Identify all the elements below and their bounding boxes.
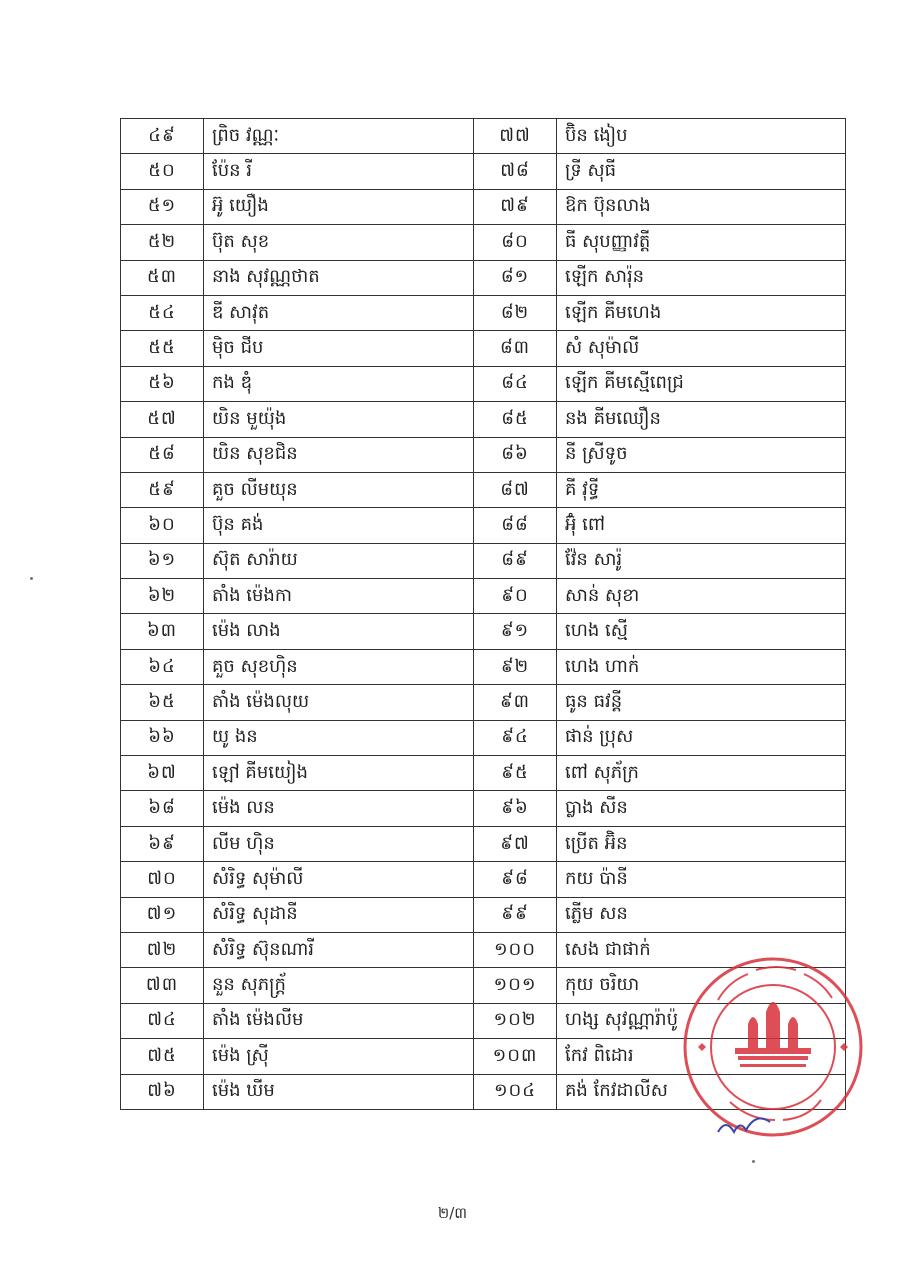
table-row xyxy=(121,189,846,224)
angkor-temple-seal-icon xyxy=(735,1002,811,1067)
row-number-left: ៦៧ xyxy=(121,756,204,791)
person-name-right: ឡើក គីមស្មើពេជ្រ xyxy=(557,366,846,401)
person-name-left: ប៉ែន រី xyxy=(204,154,474,189)
table-row xyxy=(121,508,846,543)
person-name-right: ធី សុបញ្ញាវត្តី xyxy=(557,225,846,260)
row-number-right: ៩៥ xyxy=(474,756,557,791)
person-name-right: ភ្លើម សន xyxy=(557,897,846,932)
scan-mark xyxy=(752,1160,755,1163)
row-number-right: ៨១ xyxy=(474,260,557,295)
row-number-right: ៩២ xyxy=(474,649,557,684)
row-number-left: ៧៦ xyxy=(121,1074,204,1109)
table-row xyxy=(121,614,846,649)
scan-mark xyxy=(30,577,33,580)
row-number-right: ៩៧ xyxy=(474,826,557,861)
person-name-right: ផាន់ ប្រុស xyxy=(557,720,846,755)
row-number-right: ៧៩ xyxy=(474,189,557,224)
table-row xyxy=(121,119,846,154)
row-number-left: ៦៩ xyxy=(121,826,204,861)
person-name-right: គី វុទ្ធី xyxy=(557,472,846,507)
table-row xyxy=(121,402,846,437)
table-row xyxy=(121,260,846,295)
table-row xyxy=(121,756,846,791)
row-number-left: ៥៤ xyxy=(121,295,204,330)
person-name-left: ម៉េង លន xyxy=(204,791,474,826)
row-number-right: ៧៧ xyxy=(474,119,557,154)
row-number-left: ៧៤ xyxy=(121,1003,204,1038)
row-number-right: ៨៧ xyxy=(474,472,557,507)
person-name-left: ស៊ុត សារ៉ាយ xyxy=(204,543,474,578)
person-name-left: ឡៅ គីមយៀង xyxy=(204,756,474,791)
row-number-right: ៨២ xyxy=(474,295,557,330)
row-number-left: ៦៤ xyxy=(121,649,204,684)
person-name-right: ឱក ប៊ុនលាង xyxy=(557,189,846,224)
person-name-left: ម៉េង លាង xyxy=(204,614,474,649)
row-number-right: ៩៦ xyxy=(474,791,557,826)
row-number-left: ៥៣ xyxy=(121,260,204,295)
row-number-left: ៦៣ xyxy=(121,614,204,649)
row-number-right: ៩០ xyxy=(474,579,557,614)
person-name-left: ប៊ុត សុខ xyxy=(204,225,474,260)
row-number-right: ៩៣ xyxy=(474,685,557,720)
row-number-left: ៦៥ xyxy=(121,685,204,720)
table-row xyxy=(121,295,846,330)
row-number-left: ៥០ xyxy=(121,154,204,189)
row-number-left: ៦០ xyxy=(121,508,204,543)
row-number-left: ៥៦ xyxy=(121,366,204,401)
person-name-right: គង់ កែវដាលីស xyxy=(557,1074,846,1109)
table-row xyxy=(121,826,846,861)
person-name-left: ម៉េង ឃីម xyxy=(204,1074,474,1109)
row-number-left: ៦២ xyxy=(121,579,204,614)
person-name-left: ប៊ុន គង់ xyxy=(204,508,474,543)
person-name-left: យិន មួយ៉ុង xyxy=(204,402,474,437)
person-name-left: នួន សុភក្រ្ត័ xyxy=(204,968,474,1003)
person-name-left: យូ ងន xyxy=(204,720,474,755)
row-number-left: ៧៥ xyxy=(121,1039,204,1074)
person-name-left: ម៉ិច ជីប xyxy=(204,331,474,366)
row-number-right: ៨៣ xyxy=(474,331,557,366)
table-row xyxy=(121,225,846,260)
table-row xyxy=(121,649,846,684)
row-number-right: ៨៦ xyxy=(474,437,557,472)
table-row xyxy=(121,862,846,897)
row-number-right: ១០១ xyxy=(474,968,557,1003)
person-name-left: គួច លីមយុន xyxy=(204,472,474,507)
row-number-right: ៨៨ xyxy=(474,508,557,543)
row-number-left: ៥៨ xyxy=(121,437,204,472)
row-number-left: ៦១ xyxy=(121,543,204,578)
person-name-right: អ៊ុំ ពៅ xyxy=(557,508,846,543)
table-row xyxy=(121,331,846,366)
person-name-right: ឡើក គីមហេង xyxy=(557,295,846,330)
person-name-right: ហង្ស សុវណ្ណារ៉ាប៉ូ xyxy=(557,1003,846,1038)
person-name-right: សំ សុម៉ាលី xyxy=(557,331,846,366)
official-seal-stamp xyxy=(678,952,868,1142)
person-name-right: នី ស្រីទូច xyxy=(557,437,846,472)
row-number-right: ៩១ xyxy=(474,614,557,649)
person-name-right: ឡើក សារ៉ុន xyxy=(557,260,846,295)
person-name-left: លីម ហ៊ិន xyxy=(204,826,474,861)
row-number-right: ១០២ xyxy=(474,1003,557,1038)
row-number-right: ៨៥ xyxy=(474,402,557,437)
row-number-right: ៨៩ xyxy=(474,543,557,578)
row-number-left: ៦៦ xyxy=(121,720,204,755)
person-name-right: សេង ជាផាក់ xyxy=(557,932,846,967)
row-number-left: ៧០ xyxy=(121,862,204,897)
table-row xyxy=(121,720,846,755)
person-name-left: ព្រិច វណ្ណៈ xyxy=(204,119,474,154)
person-name-right: ធូន ធវន្តី xyxy=(557,685,846,720)
row-number-left: ៧២ xyxy=(121,932,204,967)
person-name-right: កុយ ចរិយា xyxy=(557,968,846,1003)
row-number-right: ១០៤ xyxy=(474,1074,557,1109)
person-name-right: វ៉ែន សារ៉ូ xyxy=(557,543,846,578)
person-name-right: ប្រើត អ៊ិន xyxy=(557,826,846,861)
table-row xyxy=(121,579,846,614)
person-name-right: ហេង ហាក់ xyxy=(557,649,846,684)
row-number-left: ៧៣ xyxy=(121,968,204,1003)
person-name-left: តាំង ម៉េងកា xyxy=(204,579,474,614)
person-name-left: អ៊ូ យឿង xyxy=(204,189,474,224)
person-name-right: ប្លាង សីន xyxy=(557,791,846,826)
table-row xyxy=(121,685,846,720)
row-number-right: ៧៨ xyxy=(474,154,557,189)
row-number-right: ៩៤ xyxy=(474,720,557,755)
person-name-right: សាន់ សុខា xyxy=(557,579,846,614)
table-row xyxy=(121,472,846,507)
row-number-right: ៩៨ xyxy=(474,862,557,897)
table-row xyxy=(121,154,846,189)
row-number-left: ៥៩ xyxy=(121,472,204,507)
table-row xyxy=(121,897,846,932)
row-number-left: ៥៧ xyxy=(121,402,204,437)
person-name-left: នាង សុវណ្ណថាត xyxy=(204,260,474,295)
person-name-left: ឌី សាវុត xyxy=(204,295,474,330)
person-name-left: គួច សុខហ៊ិន xyxy=(204,649,474,684)
table-row xyxy=(121,543,846,578)
row-number-left: ៥៥ xyxy=(121,331,204,366)
person-name-left: សំរិទ្ធ សុដានី xyxy=(204,897,474,932)
row-number-right: ៩៩ xyxy=(474,897,557,932)
person-name-right: កែវ ពិដោរ xyxy=(557,1039,846,1074)
person-name-right: ទ្រី សុធី xyxy=(557,154,846,189)
table-row xyxy=(121,366,846,401)
row-number-right: ៨៤ xyxy=(474,366,557,401)
person-name-left: តាំង ម៉េងលុយ xyxy=(204,685,474,720)
row-number-left: ៤៩ xyxy=(121,119,204,154)
page-number: ២/៣ xyxy=(437,1204,468,1222)
table-row xyxy=(121,791,846,826)
person-name-right: នង គីមឈឿន xyxy=(557,402,846,437)
row-number-left: ៧១ xyxy=(121,897,204,932)
row-number-right: ១០៣ xyxy=(474,1039,557,1074)
person-name-left: សំរិទ្ធ សុម៉ាលី xyxy=(204,862,474,897)
row-number-left: ៥១ xyxy=(121,189,204,224)
table-row xyxy=(121,437,846,472)
person-name-left: សំរិទ្ធ ស៊ុនណារី xyxy=(204,932,474,967)
person-name-left: តាំង ម៉េងលីម xyxy=(204,1003,474,1038)
person-name-left: យិន សុខជិន xyxy=(204,437,474,472)
person-name-right: កយ ប៉ានី xyxy=(557,862,846,897)
row-number-right: ៨០ xyxy=(474,225,557,260)
row-number-left: ៦៨ xyxy=(121,791,204,826)
person-name-right: ប៊ិន ងៀប xyxy=(557,119,846,154)
row-number-left: ៥២ xyxy=(121,225,204,260)
row-number-right: ១០០ xyxy=(474,932,557,967)
person-name-right: ពៅ សុភ័ក្រ xyxy=(557,756,846,791)
person-name-left: កង ឌុំ xyxy=(204,366,474,401)
person-name-right: ហេង ស្មើ xyxy=(557,614,846,649)
person-name-left: ម៉េង ស្រ៊ី xyxy=(204,1039,474,1074)
